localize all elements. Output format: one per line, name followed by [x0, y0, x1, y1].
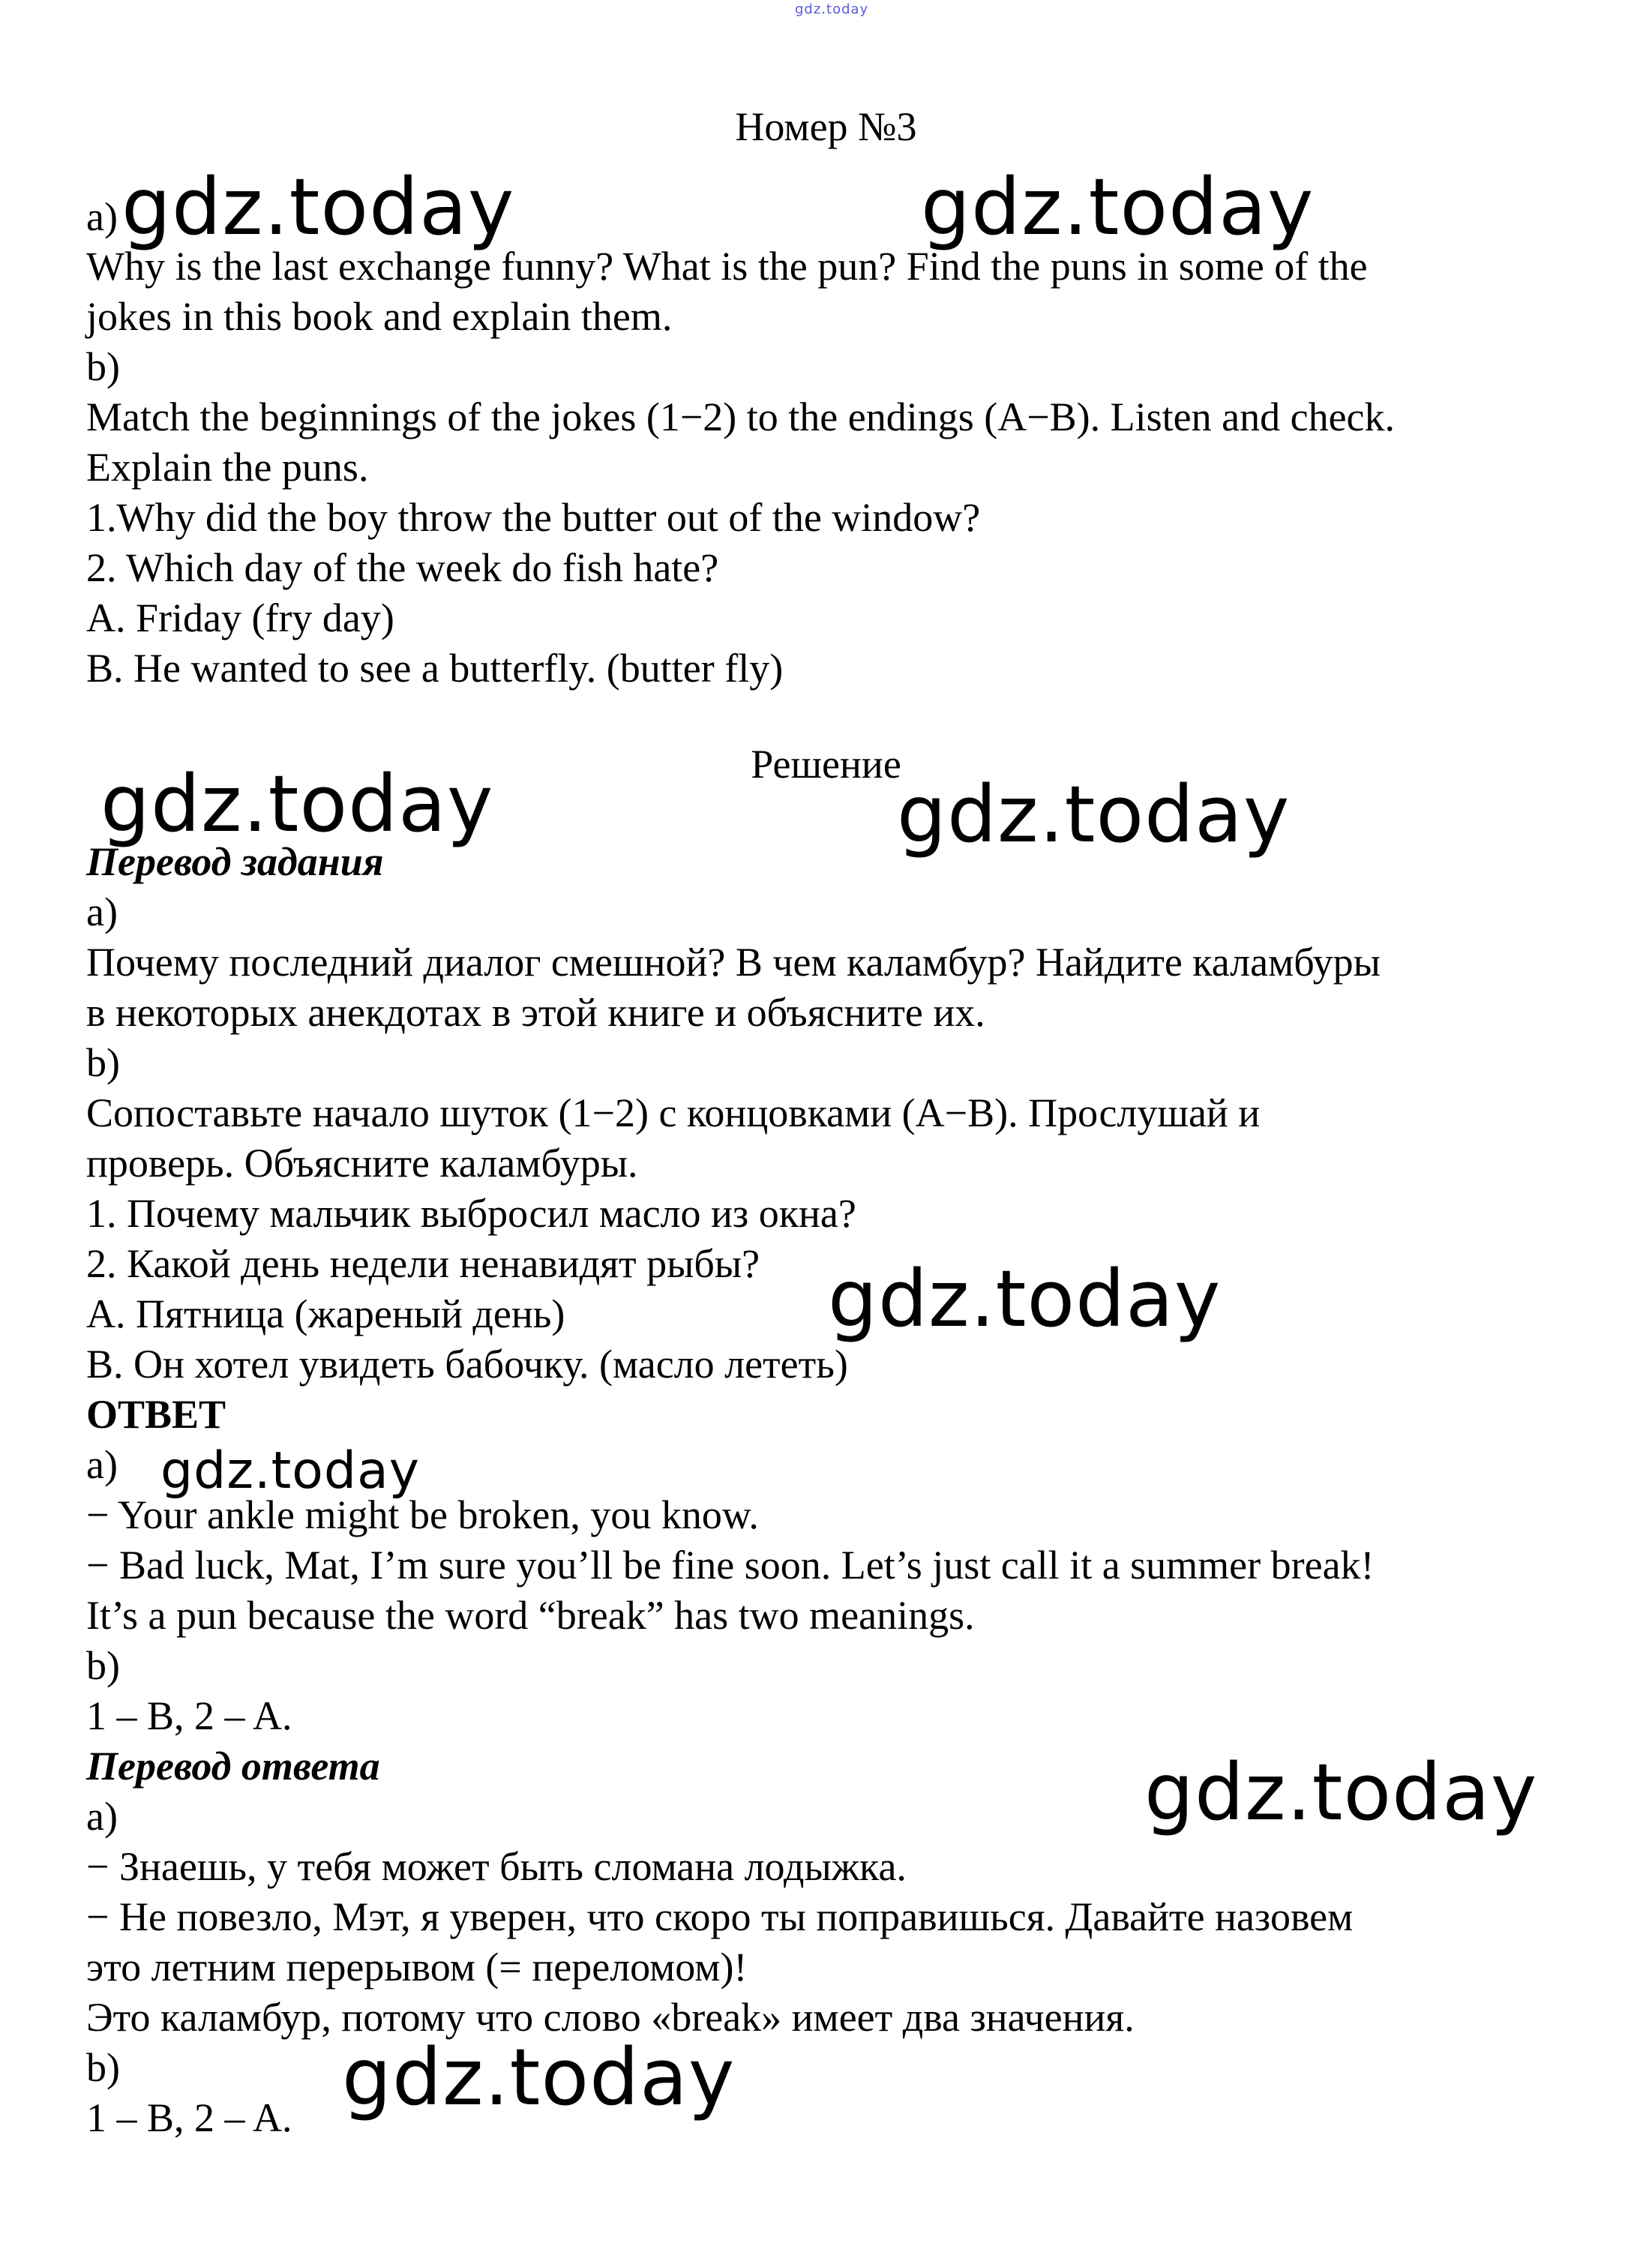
- task-translation-a-text: Почему последний диалог смешной? В чем каламбур? Найдите каламбуры: [86, 940, 1381, 985]
- answer-translation-a-text: − Знаешь, у тебя может быть сломана лодыжка.: [86, 1844, 907, 1889]
- task-b-text: Match the beginnings of the jokes (1−2) to the endings (A−B). Listen and check.: [86, 394, 1396, 439]
- task-a-text: Why is the last exchange funny? What is the pun? Find the puns in some of the: [86, 244, 1368, 289]
- task-translation-a-label: a): [86, 889, 118, 934]
- task-b-text: 1.Why did the boy throw the butter out of the window?: [86, 495, 981, 540]
- answer-a-text: It’s a pun because the word “break” has two meanings.: [86, 1593, 975, 1638]
- watermark: gdz.today: [897, 769, 1291, 860]
- task-translation-b-text: 1. Почему мальчик выбросил масло из окна?: [86, 1191, 856, 1236]
- answer-heading: ОТВЕТ: [86, 1392, 226, 1437]
- task-b-text: 2. Which day of the week do fish hate?: [86, 545, 719, 590]
- task-translation-heading: Перевод задания: [86, 839, 384, 884]
- task-b-text: B. He wanted to see a butterfly. (butter fly): [86, 646, 784, 691]
- task-translation-b-text: B. Он хотел увидеть бабочку. (масло лететь): [86, 1342, 848, 1387]
- answer-b-label: b): [86, 1643, 120, 1688]
- answer-a-label: a): [86, 1442, 118, 1487]
- watermark: gdz.today: [921, 161, 1315, 253]
- answer-a-text: − Your ankle might be broken, you know.: [86, 1492, 759, 1537]
- solution-title: Решение: [751, 742, 901, 787]
- answer-translation-a-label: a): [86, 1794, 118, 1839]
- answer-translation-b-label: b): [86, 2045, 120, 2090]
- task-a-text: jokes in this book and explain them.: [86, 294, 673, 339]
- answer-b-text: 1 – B, 2 – A.: [86, 1693, 292, 1738]
- answer-translation-a-text: это летним перерывом (= переломом)!: [86, 1945, 748, 1990]
- task-b-label: b): [86, 344, 120, 389]
- watermark: gdz.today: [342, 2032, 736, 2123]
- answer-translation-a-text: − Не повезло, Мэт, я уверен, что скоро ты поправишься. Давайте назовем: [86, 1894, 1354, 1939]
- task-translation-b-text: проверь. Объясните каламбуры.: [86, 1141, 638, 1186]
- watermark: gdz.today: [160, 1441, 420, 1501]
- watermark: gdz.today: [1144, 1747, 1538, 1838]
- watermark: gdz.today: [100, 758, 494, 850]
- answer-a-text: − Bad luck, Mat, I’m sure you’ll be fine soon. Let’s just call it a summer break!: [86, 1543, 1375, 1588]
- task-b-text: Explain the puns.: [86, 445, 369, 490]
- answer-translation-b-text: 1 – B, 2 – A.: [86, 2095, 292, 2140]
- answer-translation-a-text: Это каламбур, потому что слово «break» имеет два значения.: [86, 1995, 1135, 2040]
- task-translation-b-label: b): [86, 1040, 120, 1085]
- task-translation-a-text: в некоторых анекдотах в этой книге и объясните их.: [86, 990, 985, 1035]
- watermark: gdz.today: [121, 161, 515, 253]
- answer-translation-heading: Перевод ответа: [86, 1744, 380, 1789]
- task-b-text: A. Friday (fry day): [86, 595, 394, 640]
- task-a-label: a): [86, 194, 118, 239]
- watermark: gdz.today: [828, 1253, 1222, 1345]
- task-translation-b-text: A. Пятница (жареный день): [86, 1291, 565, 1336]
- page-title: Номер №3: [735, 104, 917, 149]
- task-translation-b-text: 2. Какой день недели ненавидят рыбы?: [86, 1241, 760, 1286]
- task-translation-b-text: Сопоставьте начало шуток (1−2) с концовками (A−B). Прослушай и: [86, 1090, 1261, 1135]
- watermark-top: gdz.today: [795, 1, 869, 17]
